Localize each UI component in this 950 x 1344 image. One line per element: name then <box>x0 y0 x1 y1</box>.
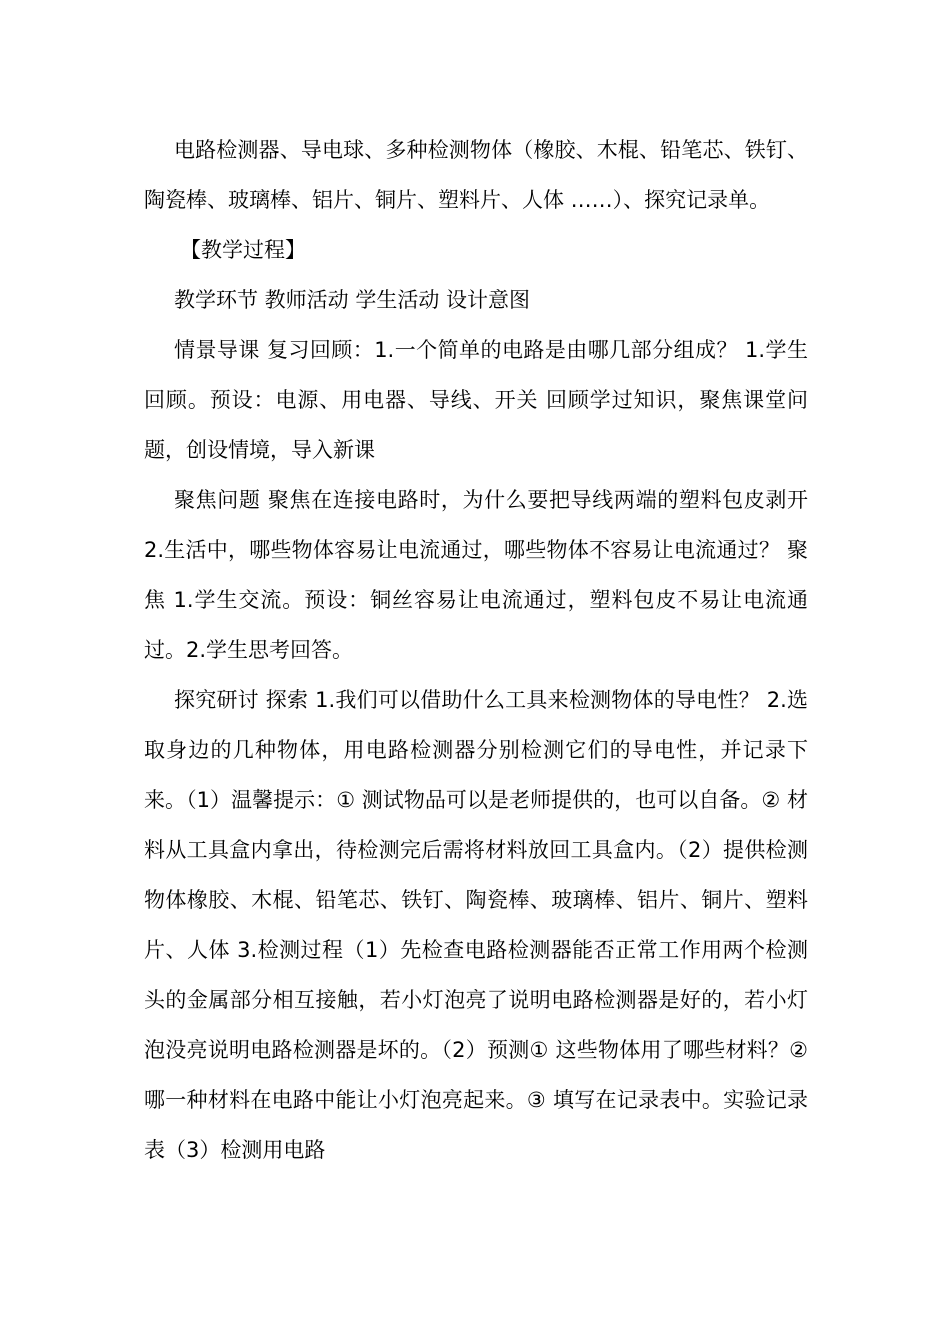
explore-step-paragraph: 探究研讨 探索 1.我们可以借助什么工具来检测物体的导电性？ 2.选取身边的几种物体，用电路检测器分别检测它们的导电性，并记录下来。（1）温馨提示：① 测试物品可以是老师提供的，也可以自备。② 材料从工具盒内拿出，待检测完后需将材料放回工具盒内。（2）提供检测物体橡胶、木棍、铅笔芯、铁钉、陶瓷棒、玻璃棒、铝片、铜片、塑料片、人体 3.检测过程（1）先检查电路检测器能否正常工作用两个检测头的金属部分相互接触，若小灯泡亮了说明电路检测器是好的，若小灯泡没亮说明电路检测器是坏的。（2）预测① 这些物体用了哪些材料？② 哪一种材料在电路中能让小灯泡亮起来。③ 填写在记录表中。实验记录表（3）检测用电路 <box>144 688 808 1162</box>
table-header-row: 教学环节 教师活动 学生活动 设计意图 <box>174 288 531 312</box>
focus-step-paragraph: 聚焦问题 聚焦在连接电路时，为什么要把导线两端的塑料包皮剥开 2.生活中，哪些物体容易让电流通过，哪些物体不容易让电流通过？ 聚焦 1.学生交流。预设：铜丝容易让电流通过，塑料包皮不易让电流通过。2.学生思考回答。 <box>144 488 808 662</box>
intro-step-paragraph: 情景导课 复习回顾：1.一个简单的电路是由哪几部分组成？ 1.学生回顾。预设：电源、用电器、导线、开关 回顾学过知识，聚焦课堂问题，创设情境，导入新课 <box>144 338 808 462</box>
materials-paragraph: 电路检测器、导电球、多种检测物体（橡胶、木棍、铅笔芯、铁钉、陶瓷棒、玻璃棒、铝片、铜片、塑料片、人体 ……）、探究记录单。 <box>144 138 808 212</box>
section-heading: 【教学过程】 <box>180 238 306 262</box>
document-body <box>144 125 808 1175</box>
